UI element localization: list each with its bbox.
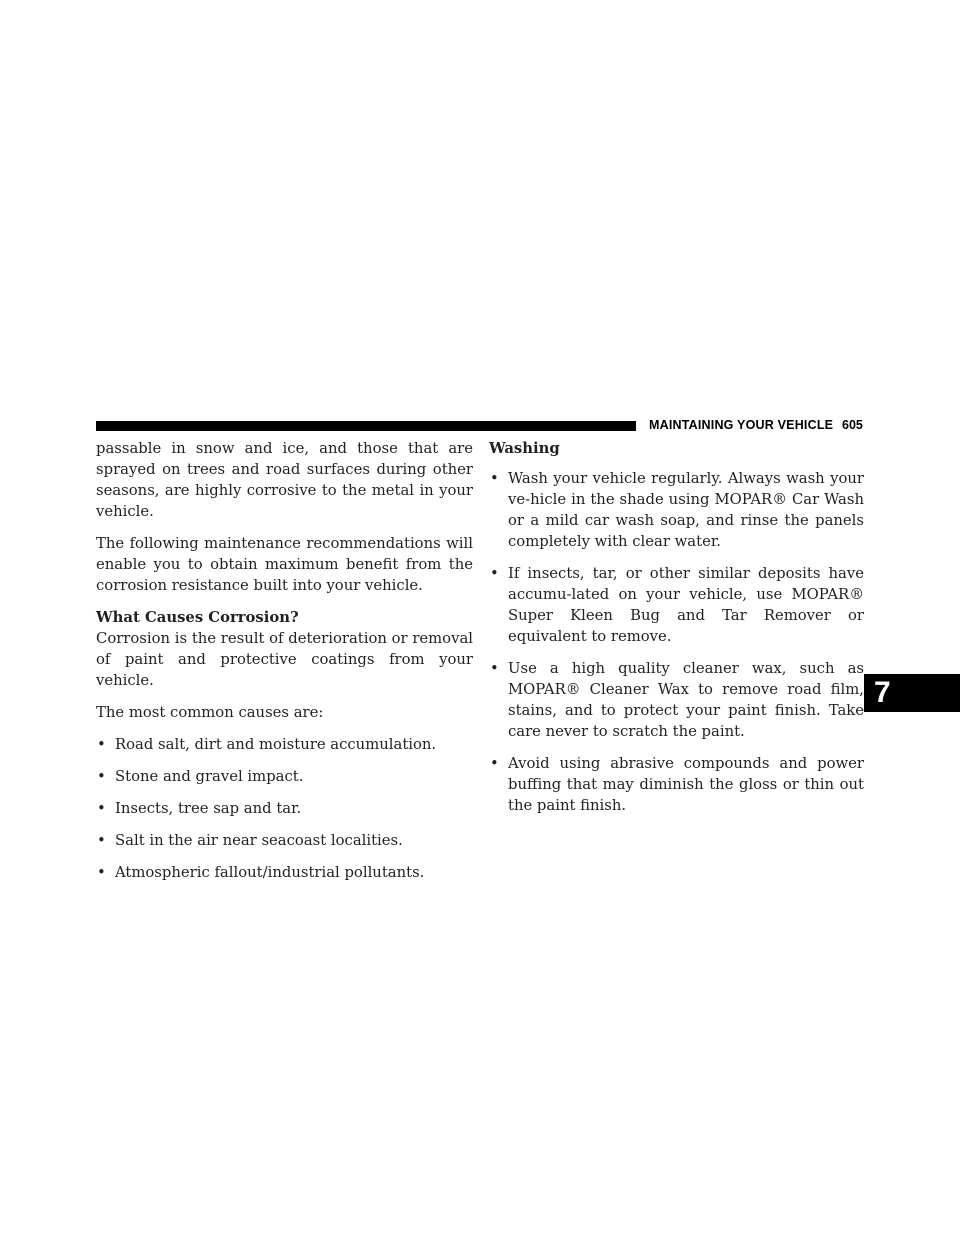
bullet: • [490, 565, 499, 582]
list-item: • Insects, tree sap and tar. [97, 800, 302, 817]
left-column [96, 438, 473, 894]
right-column [489, 438, 864, 827]
list-item: • Wash your vehicle regularly. Always wash your ve-hicle in the shade using MOPAR® Car Wash or a mild car wash soap, and rinse the panels completely with clear water. [490, 470, 864, 550]
list-item: • Atmospheric fallout/industrial pollutants. [97, 864, 425, 881]
paragraph-maintenance-intro: The following maintenance recommendations will enable you to obtain maximum benefit from the corrosion resistance built into your vehicle. [96, 535, 473, 594]
bullet: • [490, 470, 499, 487]
running-header-title: MAINTAINING YOUR VEHICLE [649, 418, 834, 432]
list-item: • Use a high quality cleaner wax, such as MOPAR® Cleaner Wax to remove road film, stains, and to protect your paint finish. Take care never to scratch the paint. [490, 660, 864, 740]
bullet: • [97, 864, 106, 881]
list-item: • Road salt, dirt and moisture accumulation. [97, 736, 437, 753]
paragraph-corrosive-chemicals: passable in snow and ice, and those that are sprayed on trees and road surfaces during other seasons, are highly corrosive to the metal in your vehicle. [96, 440, 473, 520]
chapter-tab [864, 674, 960, 712]
bullet: • [490, 660, 499, 677]
list-item: • Avoid using abrasive compounds and power buffing that may diminish the gloss or thin out the paint finish. [490, 755, 864, 814]
list-item: • If insects, tar, or other similar deposits have accumu-lated on your vehicle, use MOPAR® Super Kleen Bug and Tar Remover or equivalent to remove. [490, 565, 864, 645]
page-number: 605 [842, 418, 863, 432]
paragraph-causes-intro: The most common causes are: [96, 704, 324, 721]
section-heading-washing: Washing [489, 440, 560, 457]
paragraph-corrosion-definition: Corrosion is the result of deterioration or removal of paint and protective coatings from your vehicle. [96, 630, 473, 689]
header-rule [96, 421, 636, 431]
bullet: • [490, 755, 499, 772]
bullet: • [97, 768, 106, 785]
list-item: • Salt in the air near seacoast localities. [97, 832, 403, 849]
causes-list [96, 734, 473, 883]
chapter-number: 7 [874, 676, 891, 709]
list-item: • Stone and gravel impact. [97, 768, 304, 785]
section-heading-what-causes-corrosion: What Causes Corrosion? [96, 609, 299, 626]
bullet: • [97, 832, 106, 849]
bullet: • [97, 800, 106, 817]
washing-list [489, 468, 864, 816]
bullet: • [97, 736, 106, 753]
